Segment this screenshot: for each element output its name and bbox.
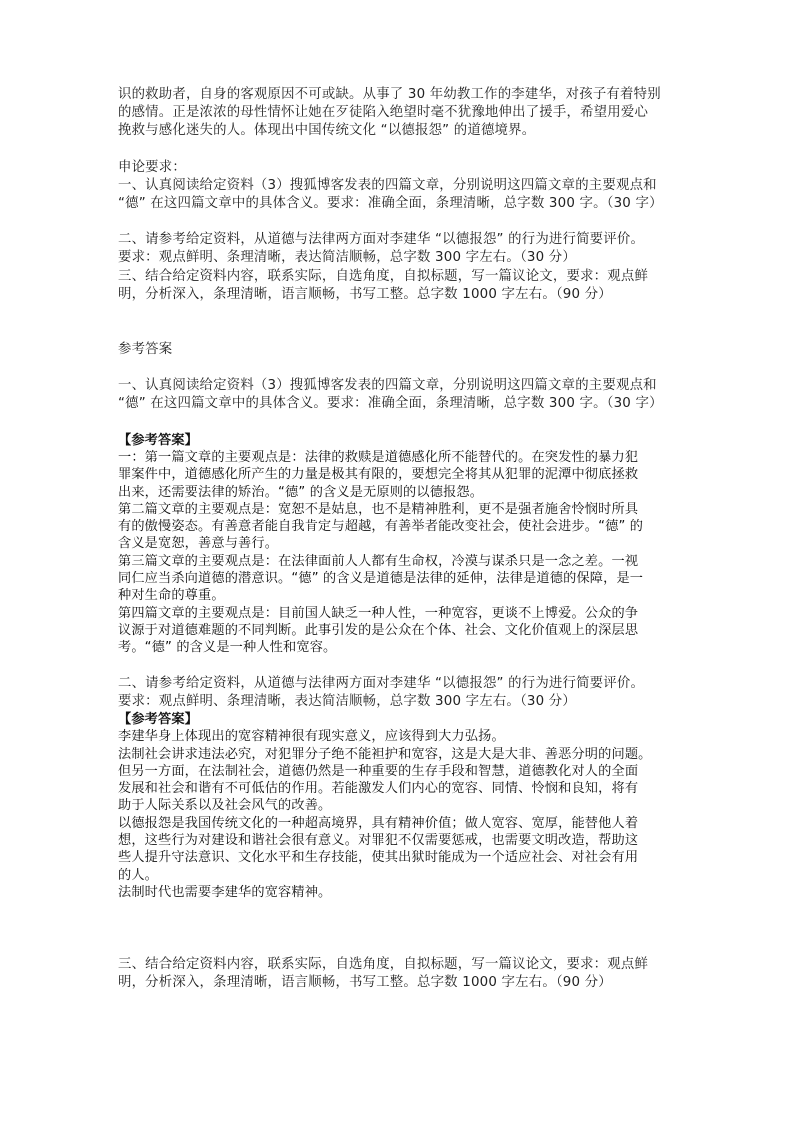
answer-line: 的人。	[118, 867, 159, 883]
answer-line: 发展和社会和谐有不可低估的作用。若能激发人们内心的宽容、同情、怜悯和良知，将有	[118, 781, 639, 797]
answer-tag: 【参考答案】	[118, 432, 199, 448]
answer-line: 有的傲慢姿态。有善意者能自我肯定与超越，有善举者能改变社会，使社会进步。“德” 的	[118, 519, 644, 535]
text-line: 的感情。正是浓浓的母性情怀让她在歹徒陷入绝望时毫不犹豫地伸出了援手，希望用爱心	[118, 105, 649, 121]
answer-line: 想，这些行为对建设和谐社会很有意义。对罪犯不仅需要惩戒，也需要文明改造，帮助这	[118, 832, 639, 848]
question-3-line: 三、结合给定资料内容，联系实际，自选角度，自拟标题，写一篇议论文，要求：观点鲜	[118, 957, 649, 973]
question-1-line: “德” 在这四篇文章中的具体含义。要求：准确全面，条理清晰，总字数 300 字。（30 字）	[118, 196, 663, 212]
question-3-line: 明，分析深入，条理清晰，语言顺畅，书写工整。总字数 1000 字左右。（90 分）	[118, 286, 612, 302]
answer-line: 但另一方面，在法制社会，道德仍然是一种重要的生存手段和智慧，道德教化对人的全面	[118, 763, 639, 779]
answer-line: 第四篇文章的主要观点是：目前国人缺乏一种人性，一种宽容，更谈不上博爱。公众的争	[118, 605, 639, 621]
answer-2	[118, 711, 678, 901]
question-1-line: “德” 在这四篇文章中的具体含义。要求：准确全面，条理清晰，总字数 300 字。（30 字）	[118, 396, 663, 412]
reference-q1	[118, 377, 678, 413]
question-1-line: 一、认真阅读给定资料（3）搜狐博客发表的四篇文章，分别说明这四篇文章的主要观点和	[118, 177, 657, 193]
reference-q2	[118, 675, 678, 711]
question-2-line: 要求：观点鲜明、条理清晰，表达简洁顺畅，总字数 300 字左右。（30 分）	[118, 250, 576, 266]
answer-line: 第二篇文章的主要观点是：宽恕不是姑息，也不是精神胜利，更不是强者施舍怜悯时所具	[118, 501, 639, 517]
text-line: 挽救与感化迷失的人。体现出中国传统文化 “以德报怨” 的道德境界。	[118, 123, 536, 139]
question-2-line: 二、请参考给定资料，从道德与法律两方面对李建华 “以德报怨” 的行为进行简要评价。	[118, 675, 645, 691]
question-3-line: 明，分析深入，条理清晰，语言顺畅，书写工整。总字数 1000 字左右。（90 分）	[118, 975, 612, 991]
answer-line: 含义是宽恕，善意与善行。	[118, 536, 279, 552]
answer-line: 一：第一篇文章的主要观点是：法律的救赎是道德感化所不能替代的。在突发性的暴力犯	[118, 449, 639, 465]
answer-line: 助于人际关系以及社会风气的改善。	[118, 798, 332, 814]
question-3-line: 三、结合给定资料内容，联系实际，自选角度，自拟标题，写一篇议论文，要求：观点鲜	[118, 268, 649, 284]
intro-paragraph	[118, 86, 678, 141]
answer-line: 以德报怨是我国传统文化的一种超高境界，具有精神价值；做人宽容、宽厚，能替他人着	[118, 815, 639, 831]
answer-line: 些人提升守法意识、文化水平和生存技能，使其出狱时能成为一个适应社会、对社会有用	[118, 850, 639, 866]
answer-line: 考。“德” 的含义是一种人性和宽容。	[118, 640, 337, 656]
answer-line: 法制时代也需要李建华的宽容精神。	[118, 884, 332, 900]
question-2-line: 要求：观点鲜明、条理清晰，表达简洁顺畅，总字数 300 字左右。（30 分）	[118, 693, 576, 709]
text-line: 识的救助者，自身的客观原因不可或缺。从事了 30 年幼教工作的李建华，对孩子有着特别	[118, 87, 661, 102]
answer-1	[118, 432, 678, 657]
answer-tag: 【参考答案】	[118, 711, 199, 727]
answer-line: 法制社会讲求违法必究，对犯罪分子绝不能袒护和宽容，这是大是大非、善恶分明的问题。	[118, 746, 652, 762]
answer-line: 同仁应当杀向道德的潜意识。“德” 的含义是道德是法律的延伸，法律是道德的保障，是一	[118, 571, 644, 587]
answer-line: 李建华身上体现出的宽容精神很有现实意义，应该得到大力弘扬。	[118, 729, 505, 745]
reference-heading: 参考答案	[118, 342, 173, 358]
answer-line: 议源于对道德难题的不同判断。此事引发的是公众在个体、社会、文化价值观上的深层思	[118, 622, 639, 638]
question-1-line: 一、认真阅读给定资料（3）搜狐博客发表的四篇文章，分别说明这四篇文章的主要观点和	[118, 378, 657, 394]
answer-line: 出来，还需要法律的矫治。“德” 的含义是无原则的以德报怨。	[118, 484, 484, 500]
requirements-section	[118, 159, 678, 304]
requirements-title: 申论要求：	[118, 159, 186, 175]
answer-line: 罪案件中，道德感化所产生的力量是极其有限的，要想完全将其从犯罪的泥潭中彻底拯救	[118, 467, 639, 483]
answer-line: 种对生命的尊重。	[118, 588, 225, 604]
document-page	[118, 86, 678, 993]
reference-q3	[118, 956, 678, 992]
question-2-line: 二、请参考给定资料，从道德与法律两方面对李建华 “以德报怨” 的行为进行简要评价。	[118, 232, 645, 248]
answer-line: 第三篇文章的主要观点是：在法律面前人人都有生命权，冷漠与谋杀只是一念之差。一视	[118, 553, 639, 569]
